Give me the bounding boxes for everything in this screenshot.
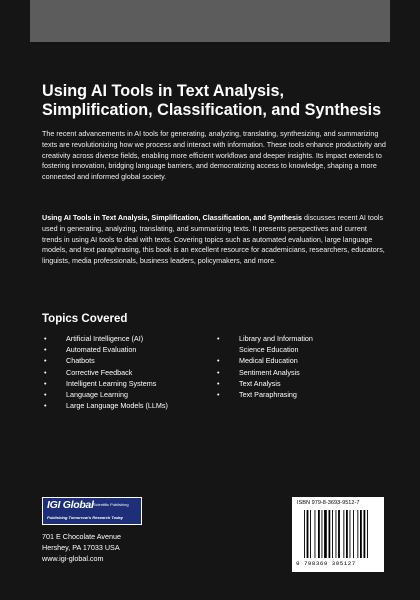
address-line-2: Hershey, PA 17033 USA [42, 543, 120, 553]
barcode-block [292, 497, 384, 572]
topic-item [217, 333, 334, 355]
topic-item: • Text Paraphrasing [217, 389, 334, 400]
publisher-website[interactable]: www.igi-global.com [42, 554, 104, 564]
topic-item: • Automated Evaluation [44, 344, 168, 355]
description-paragraph-1: The recent advancements in AI tools for generating, analyzing, translating, synthesizing, and summarizing texts are revolutionizing how we process and interact with information. These tools enhance productivity and creativity across diverse fields, enabling more efficient workflows and deeper insights. Its impact extends to fostering innovation, bridging language barriers, and democratizing access to knowledge, shaping a more connected and informed global society. [42, 129, 386, 182]
cover-top-band [30, 0, 390, 42]
description-title-bold: Using AI Tools in Text Analysis, Simplification, Classification, and Synthesis [42, 213, 302, 222]
topic-item-text: Library and Information Science Education [239, 334, 313, 355]
topic-item: • Corrective Feedback [44, 367, 168, 378]
topic-item: • Text Analysis [217, 378, 334, 389]
publisher-logo [42, 497, 142, 525]
address-line-1: 701 E Chocolate Avenue [42, 532, 121, 541]
topic-item: • Artificial Intelligence (AI) [44, 333, 168, 344]
topic-item: • Intelligent Learning Systems [44, 378, 168, 389]
book-title: Using AI Tools in Text Analysis, Simplification, Classification, and Synthesis [42, 82, 382, 119]
topic-item: • Chatbots [44, 355, 168, 366]
logo-name: IGI Global [47, 499, 94, 511]
topics-list-left [44, 333, 168, 411]
description-paragraph-2-text: discusses recent AI tools used in generating, analyzing, translating, and summarizing texts. It presents perspectives and current trends in using AI tools to deal with texts. Covering topics such as automated evaluation, large language models, and text paraphrasing, this book is an excellent resource for academicians, researchers, educators, linguists, media professionals, business leaders, policymakers, and more. [42, 213, 385, 266]
isbn-text: ISBN 979-8-3693-9512-7 [297, 500, 360, 506]
topic-item: • Language Learning [44, 389, 168, 400]
publisher-address [42, 531, 121, 565]
topics-list-right [217, 333, 334, 400]
description-paragraph-2 [42, 213, 387, 267]
topic-item: • Medical Education [217, 355, 334, 366]
topic-item: • Large Language Models (LLMs) [44, 400, 168, 411]
barcode-digits: 9 798369 395127 [296, 560, 356, 567]
topic-item: • Sentiment Analysis [217, 367, 334, 378]
topics-heading: Topics Covered [42, 313, 128, 325]
barcode-icon [304, 510, 374, 560]
logo-tagline: Publishing Tomorrow's Research Today [47, 515, 124, 520]
logo-subtitle: Scientific Publishing [93, 502, 129, 507]
